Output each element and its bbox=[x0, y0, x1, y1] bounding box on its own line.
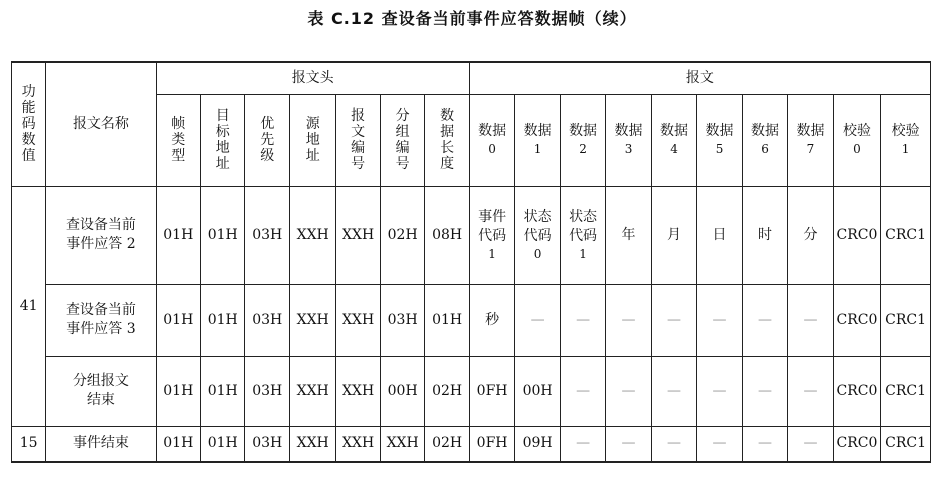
header-frame-type: 帧类型 bbox=[156, 94, 200, 186]
cell-frame-type: 01H bbox=[156, 356, 200, 426]
header-data-1: 数据 1 bbox=[515, 94, 560, 186]
cell-data-len: 01H bbox=[425, 284, 469, 356]
frame-name-cell: 分组报文 结束 bbox=[46, 356, 156, 426]
cell-check-1: CRC1 bbox=[881, 284, 931, 356]
cell-data-6: 时 bbox=[742, 186, 787, 284]
header-msg-no: 报文编号 bbox=[336, 94, 380, 186]
cell-msg-no: XXH bbox=[336, 426, 380, 462]
func-code-cell: 41 bbox=[12, 186, 46, 426]
cell-data-1: 状态 代码 0 bbox=[515, 186, 560, 284]
cell-data-1: 00H bbox=[515, 356, 560, 426]
cell-check-0: CRC0 bbox=[833, 284, 881, 356]
cell-check-1: CRC1 bbox=[881, 426, 931, 462]
cell-data-5: — bbox=[697, 426, 742, 462]
cell-src-addr: XXH bbox=[289, 426, 336, 462]
cell-data-0: 秒 bbox=[469, 284, 514, 356]
cell-data-0: 0FH bbox=[469, 426, 514, 462]
cell-msg-no: XXH bbox=[336, 356, 380, 426]
cell-group-no: 00H bbox=[380, 356, 424, 426]
header-check-1: 校验 1 bbox=[881, 94, 931, 186]
cell-dest-addr: 01H bbox=[201, 356, 245, 426]
cell-data-7: 分 bbox=[788, 186, 833, 284]
cell-priority: 03H bbox=[245, 284, 289, 356]
header-data-6: 数据 6 bbox=[742, 94, 787, 186]
cell-dest-addr: 01H bbox=[201, 186, 245, 284]
cell-src-addr: XXH bbox=[289, 284, 336, 356]
header-data-0: 数据 0 bbox=[469, 94, 514, 186]
cell-group-no: 02H bbox=[380, 186, 424, 284]
header-data-5: 数据 5 bbox=[697, 94, 742, 186]
cell-check-0: CRC0 bbox=[833, 356, 881, 426]
cell-data-0: 事件 代码 1 bbox=[469, 186, 514, 284]
cell-data-4: — bbox=[651, 426, 696, 462]
cell-data-2: — bbox=[560, 356, 605, 426]
header-group-msg-header: 报文头 bbox=[156, 62, 469, 94]
cell-data-3: — bbox=[606, 284, 651, 356]
cell-data-7: — bbox=[788, 356, 833, 426]
header-check-0: 校验 0 bbox=[833, 94, 881, 186]
header-group-msg-body: 报文 bbox=[469, 62, 930, 94]
cell-data-3: — bbox=[606, 356, 651, 426]
cell-check-0: CRC0 bbox=[833, 426, 881, 462]
cell-data-len: 08H bbox=[425, 186, 469, 284]
cell-frame-type: 01H bbox=[156, 426, 200, 462]
cell-data-2: — bbox=[560, 426, 605, 462]
frame-table bbox=[11, 61, 931, 463]
cell-data-6: — bbox=[742, 284, 787, 356]
header-group-no: 分组编号 bbox=[380, 94, 424, 186]
cell-check-0: CRC0 bbox=[833, 186, 881, 284]
cell-data-4: — bbox=[651, 284, 696, 356]
cell-check-1: CRC1 bbox=[881, 186, 931, 284]
cell-data-0: 0FH bbox=[469, 356, 514, 426]
cell-data-4: 月 bbox=[651, 186, 696, 284]
cell-data-6: — bbox=[742, 356, 787, 426]
cell-data-1: 09H bbox=[515, 426, 560, 462]
frame-name-cell: 查设备当前 事件应答 3 bbox=[46, 284, 156, 356]
table-row bbox=[12, 356, 931, 426]
table-row bbox=[12, 186, 931, 284]
table-row bbox=[12, 284, 931, 356]
cell-msg-no: XXH bbox=[336, 284, 380, 356]
header-priority: 优先级 bbox=[245, 94, 289, 186]
table-row bbox=[12, 426, 931, 462]
func-code-cell: 15 bbox=[12, 426, 46, 462]
cell-data-1: — bbox=[515, 284, 560, 356]
cell-data-5: — bbox=[697, 356, 742, 426]
cell-data-6: — bbox=[742, 426, 787, 462]
cell-src-addr: XXH bbox=[289, 356, 336, 426]
table-title: 表 C.12 查设备当前事件应答数据帧（续） bbox=[307, 9, 637, 28]
header-func-code: 功能码数值 bbox=[12, 62, 46, 186]
cell-group-no: 03H bbox=[380, 284, 424, 356]
cell-group-no: XXH bbox=[380, 426, 424, 462]
header-frame-name: 报文名称 bbox=[46, 62, 156, 186]
cell-data-5: — bbox=[697, 284, 742, 356]
frame-name-cell: 事件结束 bbox=[46, 426, 156, 462]
cell-priority: 03H bbox=[245, 356, 289, 426]
cell-data-3: 年 bbox=[606, 186, 651, 284]
cell-priority: 03H bbox=[245, 426, 289, 462]
header-dest-addr: 目标地址 bbox=[201, 94, 245, 186]
cell-dest-addr: 01H bbox=[201, 284, 245, 356]
header-data-4: 数据 4 bbox=[651, 94, 696, 186]
cell-data-7: — bbox=[788, 284, 833, 356]
cell-src-addr: XXH bbox=[289, 186, 336, 284]
cell-data-5: 日 bbox=[697, 186, 742, 284]
cell-dest-addr: 01H bbox=[201, 426, 245, 462]
header-data-2: 数据 2 bbox=[560, 94, 605, 186]
cell-data-2: 状态 代码 1 bbox=[560, 186, 605, 284]
header-data-3: 数据 3 bbox=[606, 94, 651, 186]
cell-data-len: 02H bbox=[425, 426, 469, 462]
header-src-addr: 源地址 bbox=[289, 94, 336, 186]
cell-data-3: — bbox=[606, 426, 651, 462]
cell-frame-type: 01H bbox=[156, 284, 200, 356]
cell-check-1: CRC1 bbox=[881, 356, 931, 426]
header-data-7: 数据 7 bbox=[788, 94, 833, 186]
cell-frame-type: 01H bbox=[156, 186, 200, 284]
cell-data-7: — bbox=[788, 426, 833, 462]
cell-data-4: — bbox=[651, 356, 696, 426]
cell-data-2: — bbox=[560, 284, 605, 356]
cell-msg-no: XXH bbox=[336, 186, 380, 284]
header-data-len: 数据长度 bbox=[425, 94, 469, 186]
cell-priority: 03H bbox=[245, 186, 289, 284]
cell-data-len: 02H bbox=[425, 356, 469, 426]
frame-name-cell: 查设备当前 事件应答 2 bbox=[46, 186, 156, 284]
